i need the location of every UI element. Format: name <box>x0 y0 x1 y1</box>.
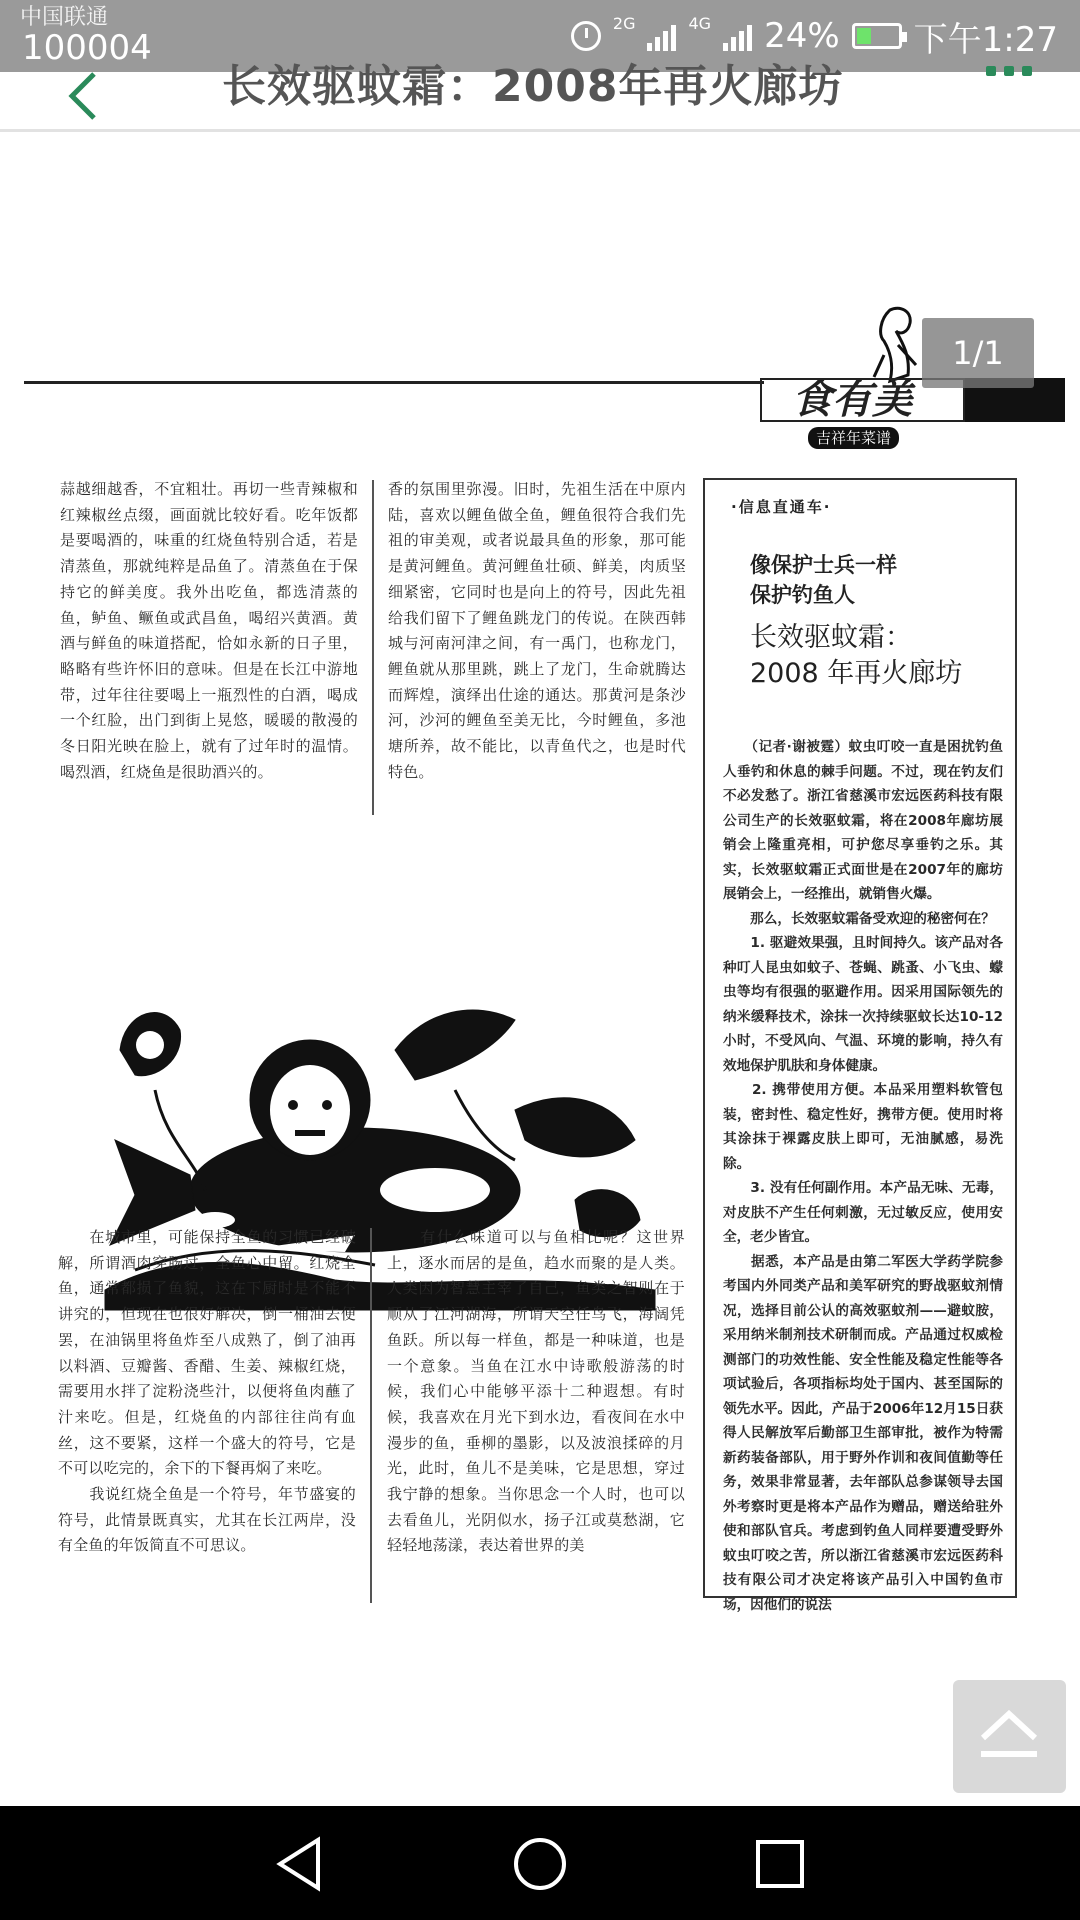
alarm-icon <box>571 21 601 51</box>
chef-figure-icon <box>860 305 930 385</box>
scroll-to-top-button[interactable] <box>953 1680 1066 1793</box>
notification-count: 100004 <box>22 28 152 68</box>
section-logo-subtitle: 吉祥年菜谱 <box>808 427 899 449</box>
column-divider <box>372 480 374 815</box>
sidebar-tag: ·信息直通车· <box>731 498 832 516</box>
battery-percent: 24% <box>764 16 840 56</box>
article-column-1-bottom: 在城市里，可能保持全鱼的习惯已经破解，所谓酒肉穿肠过，全鱼心中留。红烧全鱼，通常都损了鱼貌，这在下厨时是不能不讲究的，但现在也很好解决，倒一桶油去便罢，在油锅里将鱼炸至八成熟了，倒了油再以料酒、豆瓣酱、香醋、生姜、辣椒红烧，需要用水拌了淀粉浇些汁，以便将鱼肉蘸了汁来吃。但是，红烧鱼的内部往往尚有血丝，这不要紧，这样一个盛大的符号，它是不可以吃完的，余下的下餐再焖了来吃。 我说红烧全鱼是一个符号，年节盛宴的符号，此情景既真实，尤其在长江两岸，没有全鱼的年饭简直不可思议。 <box>58 1228 356 1555</box>
app-header <box>0 61 1080 132</box>
navigation-bar <box>0 1806 1080 1920</box>
battery-charging-icon <box>852 23 902 49</box>
section-logo: 食有美 <box>760 378 965 422</box>
signal-icon <box>723 21 752 51</box>
column-divider <box>370 1228 372 1603</box>
article-column-2-bottom: 有什么味道可以与鱼相比呢？这世界上，逐水而居的是鱼，趋水而聚的是人类。人类因为智慧主宰了自己，鱼类之智则在于顺从了江河湖海，所谓天空任鸟飞，海阔凭鱼跃。所以每一样鱼，都是一种味道，也是一个意象。当鱼在江水中诗歌般游荡的时候，我们心中能够平添十二种遐想。有时候，我喜欢在月光下到水边，看夜间在水中漫步的鱼，垂柳的墨影，以及波浪揉碎的月光，此时，鱼儿不是美味，它是思想，穿过我宁静的想象。当你思念一个人时，也可以去看鱼儿，光阴似水，扬子江或莫愁湖，它轻轻地荡漾，表达着世界的美 <box>387 1228 685 1555</box>
square-recents-icon[interactable] <box>750 1834 810 1894</box>
circle-home-icon[interactable] <box>510 1834 570 1894</box>
more-icon[interactable] <box>986 66 1032 76</box>
sidebar-body-text: （记者·谢被霆）蚊虫叮咬一直是困扰钓鱼人垂钓和休息的棘手问题。不过，现在钓友们不必发愁了。浙江省慈溪市宏远医药科技有限公司生产的长效驱蚊霜，将在2008年廊坊展销会上隆重亮相，可护您尽享垂钓之乐。其实，长效驱蚊霜正式面世是在2007年的廊坊展销会上，一经推出，就销售火爆。 那么，长效驱蚊霜备受欢迎的秘密何在？ 1. 驱避效果强，且时间持久。该产品对各种叮人昆虫如蚊子、苍蝇、跳蚤、小飞虫、蠓虫等均有很强的驱避作用。因采用国际领先的纳米缓释技术，涂抹一次持续驱蚊长达10-12小时，不受风向、气温、环境的影响，持久有效地保护肌肤和身体健康。 2. 携带使用方便。本品采用塑料软管包装，密封性、稳定性好，携带方便。使用时将其涂抹于裸露皮肤上即可，无油腻感，易洗除。 3. 没有任何副作用。本产品无味、无毒，对皮肤不产生任何刺激，无过敏反应，使用安全，老少皆宜。 据悉，本产品是由第二军医大学药学院参考国内外同类产品和美军研究的野战驱蚊剂情况，选择目前公认的高效驱蚊剂——避蚊胺，采用纳米制剂技术研制而成。产品通过权威检测部门的功效性能、安全性能及稳定性能等各项试验后，各项指标均处于国内、甚至国际的领先水平。因此，产品于2006年12月15日获得人民解放军后勤部卫生部审批，被作为特需新药装备部队，用于野外作训和夜间值勤等任务，效果非常显著，去年部队总参谋领导去国外考察时更是将本产品作为赠品，赠送给驻外使和部队官兵。考虑到钓鱼人同样要遭受野外蚊虫叮咬之苦，所以浙江省慈溪市宏远医药科技有限公司才决定将该产品引入中国钓鱼市场，因他们的说法 <box>723 739 1003 1613</box>
page-title: 长效驱蚊霜：2008年再火廊坊 <box>222 61 844 112</box>
carrier-label: 中国联通 <box>20 5 109 30</box>
triangle-back-icon[interactable] <box>270 1834 330 1894</box>
sidebar-headline-2: 长效驱蚊霜： 2008 年再火廊坊 <box>750 622 963 689</box>
article-column-2-top: 香的氛围里弥漫。旧时，先祖生活在中原内陆，喜欢以鲤鱼做全鱼，鲤鱼很符合我们先祖的审美观，或者说最具鱼的形象，那可能是黄河鲤鱼。黄河鲤鱼壮硕、鲜美，肉质坚细紧密，它同时也是向上的符号，因此先祖给我们留下了鲤鱼跳龙门的传说。在陕西韩城与河南河津之间，有一禹门，也称龙门，鲤鱼就从那里跳，跳上了龙门，生命就腾达而辉煌，演绎出仕途的通达。那黄河是条沙河，沙河的鲤鱼至美无比，今时鲤鱼，多池塘所养，故不能比，以青鱼代之，也是时代特色。 <box>388 480 686 781</box>
network-4g-label: 4G <box>688 14 712 33</box>
clock: 下午1:27 <box>913 19 1058 60</box>
document-viewer[interactable] <box>0 135 1080 1805</box>
header-rule <box>24 381 764 384</box>
chevron-up-icon <box>953 1680 1066 1793</box>
signal-icon <box>647 21 676 51</box>
news-sidebar <box>703 478 1017 1613</box>
back-arrow-icon[interactable] <box>62 62 112 122</box>
network-2g-label: 2G <box>612 14 636 33</box>
sidebar-headline-1: 像保护士兵一样 保护钓鱼人 <box>750 553 897 607</box>
page-indicator: 1/1 <box>922 318 1034 388</box>
article-column-1-top: 蒜越细越香，不宜粗壮。再切一些青辣椒和红辣椒丝点缀，画面就比较好看。吃年饭都是要喝酒的，味重的红烧鱼特别合适，若是清蒸鱼，那就纯粹是品鱼了。清蒸鱼在于保持它的鲜美度。我外出吃鱼，都选清蒸的鱼，鲈鱼、鳜鱼或武昌鱼，喝绍兴黄酒。黄酒与鲜鱼的味道搭配，恰如永新的日子里，略略有些许怀旧的意味。但是在长江中游地带，过年往往要喝上一瓶烈性的白酒，喝成一个红脸，出门到街上晃悠，暖暖的散漫的冬日阳光映在脸上，就有了过年时的温情。喝烈酒，红烧鱼是很助酒兴的。 <box>60 480 358 781</box>
